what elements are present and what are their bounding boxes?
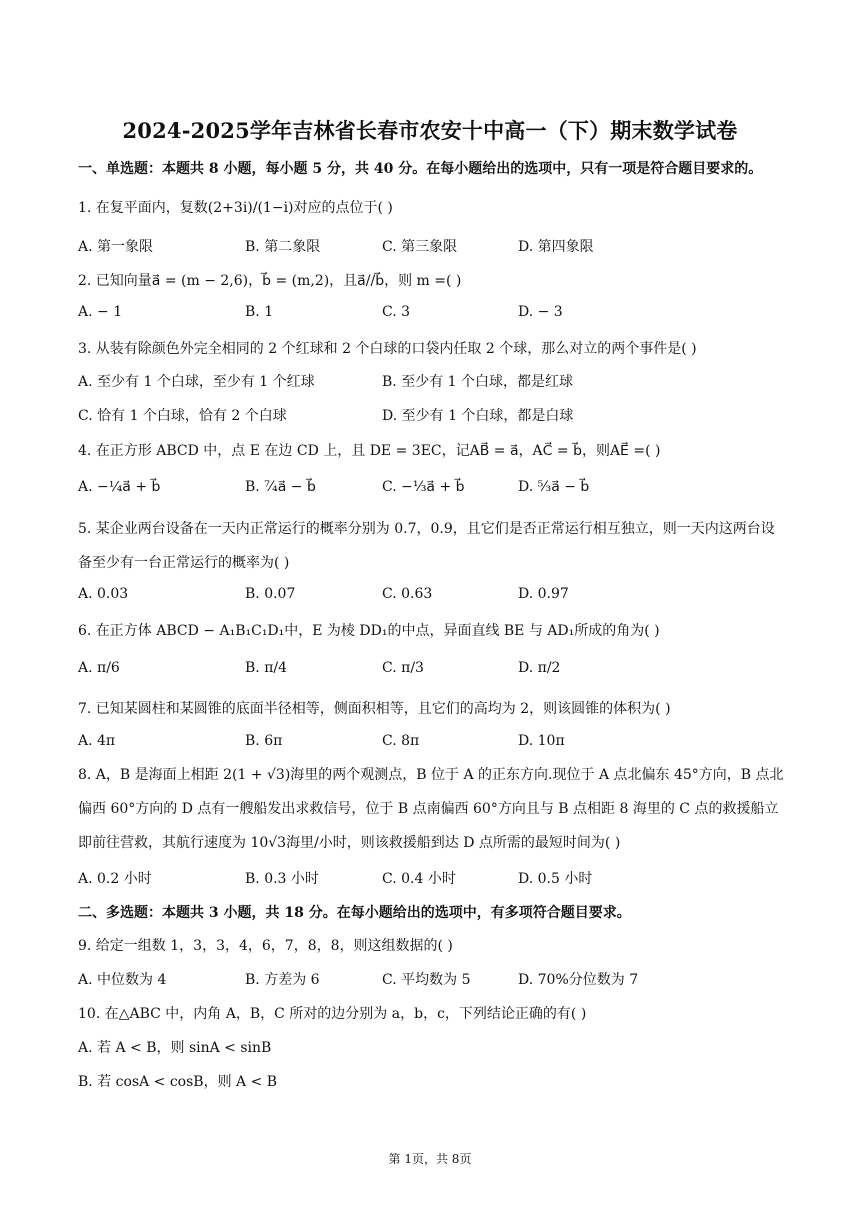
option-a: A. 4π (78, 733, 116, 749)
question-stem: 3. 从装有除颜色外完全相同的 2 个红球和 2 个白球的口袋内任取 2 个球，那么对立的两个事件是( ) (78, 341, 697, 357)
page-footer: 第 1页，共 8页 (388, 1152, 472, 1166)
option-d: D. 70%分位数为 7 (518, 972, 639, 988)
option-a: A. 至少有 1 个白球，至少有 1 个红球 (78, 374, 315, 390)
question-stem: 10. 在△ABC 中，内角 A，B，C 所对的边分别为 a，b，c，下列结论正确的有( ) (78, 1006, 587, 1022)
question-stem: 5. 某企业两台设备在一天内正常运行的概率分别为 0.7，0.9，且它们是否正常运行相互独立，则一天内这两台设备至少有一台正常运行的概率为( ) (78, 521, 775, 571)
option-a: A. 0.2 小时 (78, 871, 152, 887)
option-d: D. − 3 (518, 304, 563, 320)
option-d: D. 0.5 小时 (518, 871, 593, 887)
option-c: C. 8π (382, 733, 420, 749)
option-a: A. 0.03 (78, 586, 129, 602)
section-heading-multi: 二、多选题：本题共 3 小题，共 18 分。在每小题给出的选项中，有多项符合题目要求。 (78, 905, 631, 921)
question-stem: 8. A，B 是海面上相距 2(1 + √3)海里的两个观测点，B 位于 A 的正东方向.现位于 A 点北偏东 45°方向，B 点北偏西 60°方向的 D 点有一艘船发出求救信号，位于 B 点南偏西 60°方向且与 B 点相距 8 海里的 C 点的救援船立即前往营救，其航行速度为 10√3海里/小时，则该救援船到达 D 点所需的最短时间为( ) (78, 767, 784, 851)
option-d: D. 10π (518, 733, 565, 749)
option-a: A. 第一象限 (78, 239, 154, 255)
option-b: B. 0.07 (245, 586, 296, 602)
question-stem: 9. 给定一组数 1，3，3，4，6，7，8，8，则这组数据的( ) (78, 938, 453, 954)
question-stem: 6. 在正方体 ABCD − A₁B₁C₁D₁中，E 为棱 DD₁的中点，异面直线 BE 与 AD₁所成的角为( ) (78, 623, 660, 639)
option-c: C. 0.4 小时 (382, 871, 456, 887)
option-c: C. 平均数为 5 (382, 972, 471, 988)
section-heading-single: 一、单选题：本题共 8 小题，每小题 5 分，共 40 分。在每小题给出的选项中，只有一项是符合题目要求的。 (78, 161, 763, 177)
option-b: B. ⁷⁄₄a⃗ − b⃗ (245, 479, 316, 495)
question-stem: 4. 在正方形 ABCD 中，点 E 在边 CD 上，且 DE = 3EC，记AB⃗ = a⃗，AC⃗ = b⃗，则AE⃗ =( ) (78, 443, 661, 459)
option-d: D. 0.97 (518, 586, 569, 602)
question-stem: 2. 已知向量a⃗ = (m − 2,6)，b⃗ = (m,2)，且a⃗//b⃗，则 m =( ) (78, 273, 462, 289)
option-b: B. 1 (245, 304, 274, 320)
option-b: B. 0.3 小时 (245, 871, 319, 887)
option-c: C. 3 (382, 304, 411, 320)
option-d: D. 第四象限 (518, 239, 594, 255)
option-c: C. 0.63 (382, 586, 433, 602)
option-c: C. −⅓a⃗ + b⃗ (382, 479, 465, 495)
option-b: B. 若 cosA < cosB，则 A < B (78, 1074, 278, 1090)
page-title: 2024-2025学年吉林省长春市农安十中高一（下）期末数学试卷 (122, 118, 738, 143)
option-b: B. 方差为 6 (245, 972, 320, 988)
option-b: B. 第二象限 (245, 239, 321, 255)
option-a: A. 中位数为 4 (78, 972, 167, 988)
option-a: A. π/6 (78, 660, 120, 676)
option-c: C. 第三象限 (382, 239, 458, 255)
option-b: B. 至少有 1 个白球，都是红球 (382, 374, 573, 390)
option-d: D. 至少有 1 个白球，都是白球 (382, 408, 574, 424)
option-a: A. 若 A < B，则 sinA < sinB (78, 1040, 272, 1056)
option-d: D. ⁵⁄₃a⃗ − b⃗ (518, 479, 590, 495)
option-a: A. − 1 (78, 304, 123, 320)
option-c: C. π/3 (382, 660, 424, 676)
option-b: B. 6π (245, 733, 283, 749)
option-a: A. −¼a⃗ + b⃗ (78, 479, 161, 495)
option-b: B. π/4 (245, 660, 288, 676)
option-c: C. 恰有 1 个白球，恰有 2 个白球 (78, 408, 287, 424)
question-stem: 7. 已知某圆柱和某圆锥的底面半径相等，侧面积相等，且它们的高均为 2，则该圆锥的体积为( ) (78, 701, 671, 717)
option-d: D. π/2 (518, 660, 561, 676)
question-stem: 1. 在复平面内，复数(2+3i)/(1−i)对应的点位于( ) (78, 200, 393, 216)
